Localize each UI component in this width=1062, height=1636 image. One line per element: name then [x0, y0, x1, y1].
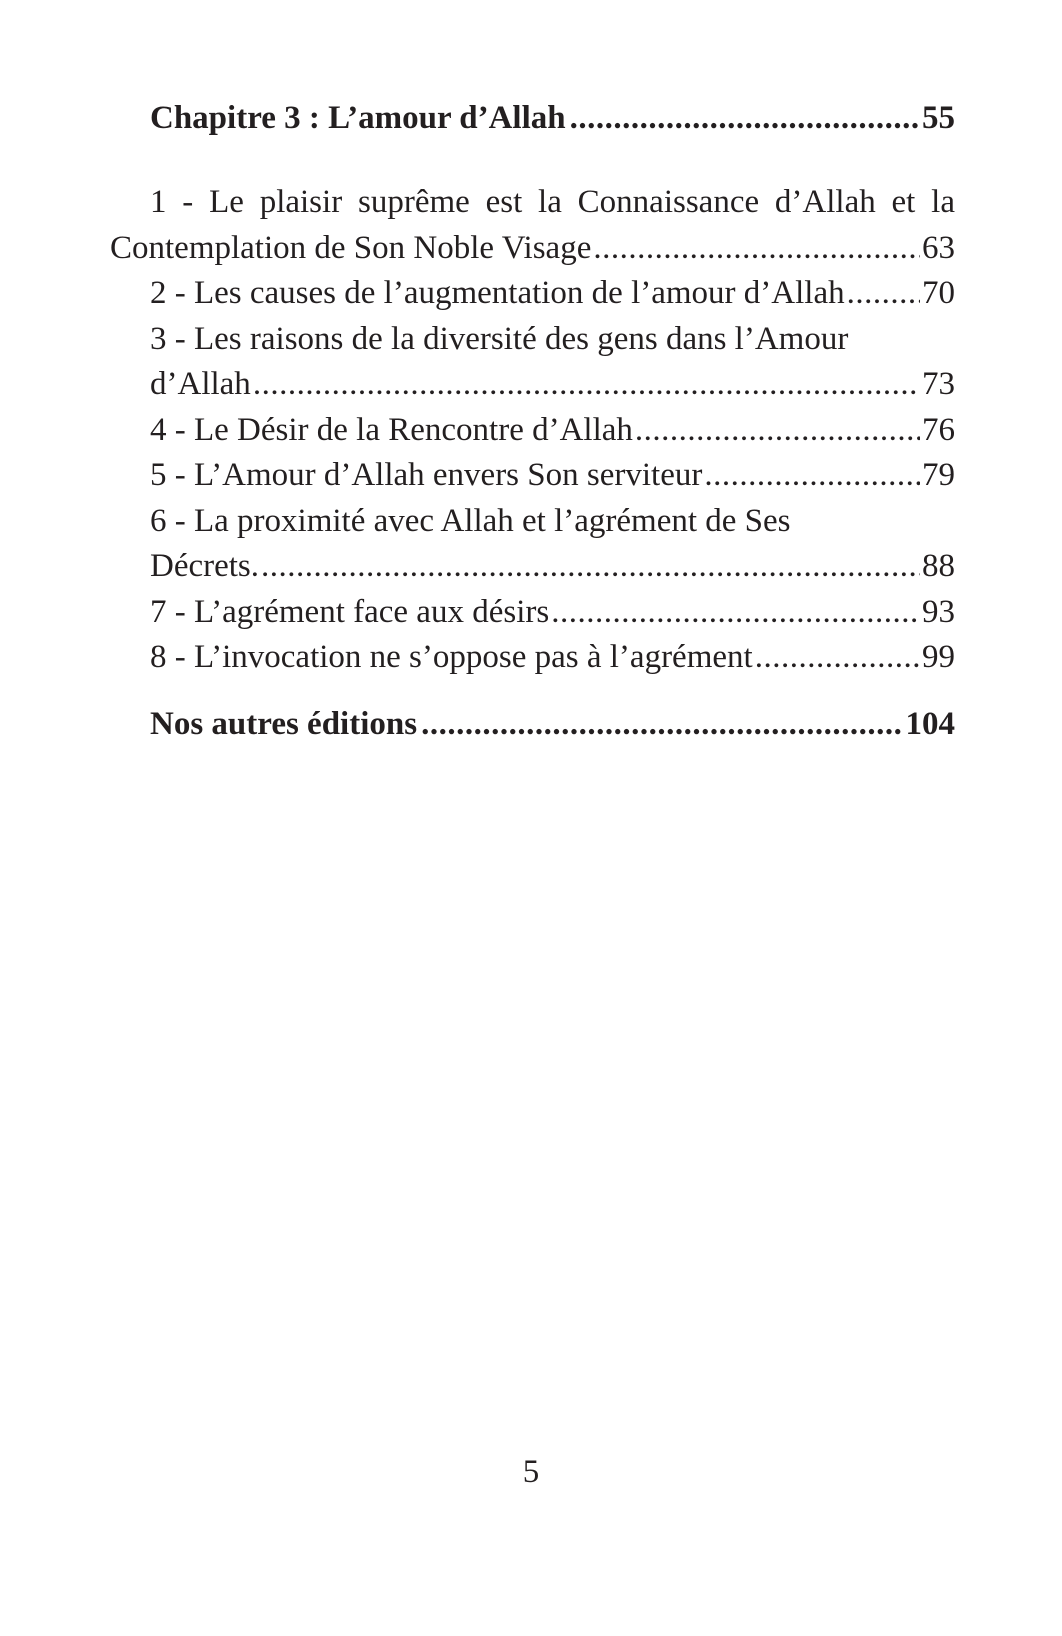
entry-title: 4 - Le Désir de la Rencontre d’Allah	[150, 411, 633, 448]
toc-entry-5	[110, 453, 955, 499]
toc-line-chapter-3	[110, 96, 955, 142]
word: est	[485, 184, 523, 220]
entry-title: Contemplation de Son Noble Visage	[110, 229, 592, 266]
word: et	[891, 184, 916, 220]
other-editions-heading	[110, 702, 955, 748]
dot-leader	[261, 544, 920, 590]
entry-page-number: 70	[922, 275, 955, 311]
dot-leader	[847, 271, 920, 317]
entry-page-number: 79	[922, 457, 955, 493]
word: d’Allah	[774, 184, 876, 220]
other-editions-page-number: 104	[905, 706, 955, 742]
entry-title: 2 - Les causes de l’augmentation de l’amour d’Allah	[150, 275, 845, 311]
toc-entry-3-line-2	[110, 362, 955, 408]
toc-entry-4	[110, 408, 955, 454]
chapter-title: Chapitre 3 : L’amour d’Allah	[150, 100, 566, 136]
entry-page-number: 76	[922, 411, 955, 448]
word: Connaissance	[577, 184, 760, 220]
toc-entry-7	[110, 590, 955, 636]
entry-page-number: 93	[922, 593, 955, 630]
dot-leader	[635, 408, 920, 454]
chapter-heading	[110, 96, 955, 142]
chapter-page-number: 55	[922, 100, 955, 136]
dot-leader	[253, 362, 920, 408]
toc-entry-1-line-1	[110, 180, 955, 226]
word: suprême	[357, 184, 470, 220]
dot-leader	[704, 453, 920, 499]
toc-entry-3-line-1: 3 - Les raisons de la diversité des gens dans l’Amour	[150, 320, 849, 357]
other-editions-title: Nos autres éditions	[150, 706, 418, 742]
toc-entry-1-line-2	[110, 226, 955, 272]
entry-title: d’Allah	[150, 366, 251, 402]
entry-page-number: 73	[922, 366, 955, 402]
word: 1	[150, 184, 167, 220]
entry-title: 5 - L’Amour d’Allah envers Son serviteur	[150, 457, 703, 493]
entry-title: Décrets.	[150, 548, 260, 584]
entry-title: 7 - L’agrément face aux désirs	[150, 593, 550, 630]
toc-entry-2	[110, 271, 955, 317]
entry-page-number: 99	[922, 639, 955, 675]
entry-page-number: 63	[922, 229, 955, 266]
dot-leader	[593, 226, 920, 272]
page-number-footer: 5	[522, 1454, 540, 1490]
toc-entries	[110, 180, 955, 681]
entry-title: 8 - L’invocation ne s’oppose pas à l’agrément	[150, 639, 753, 675]
entry-page-number: 88	[922, 548, 955, 584]
dot-leader	[551, 590, 920, 636]
toc-entry-6-line-2	[110, 544, 955, 590]
word: plaisir	[259, 184, 343, 220]
word: la	[931, 184, 955, 220]
word: -	[182, 184, 194, 220]
word: la	[538, 184, 562, 220]
toc-entry-8	[110, 635, 955, 681]
toc-line-other-editions	[110, 702, 955, 748]
dot-leader	[570, 96, 918, 142]
dot-leader	[421, 702, 901, 748]
toc-entry-6-line-1: 6 - La proximité avec Allah et l’agrément de Ses	[150, 502, 791, 539]
word: Le	[209, 184, 244, 220]
dot-leader	[755, 635, 920, 681]
